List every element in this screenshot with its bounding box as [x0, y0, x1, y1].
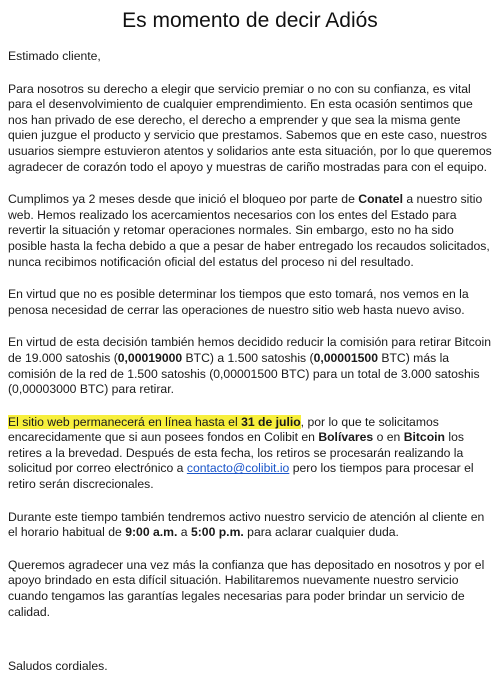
paragraph-deadline — [8, 415, 492, 493]
paragraph-commission — [8, 335, 492, 397]
old-fee-btc: 0,00019000 — [117, 350, 183, 365]
greeting: Estimado cliente, — [8, 49, 101, 63]
contact-email-link[interactable]: contacto@colibit.io — [186, 461, 290, 476]
text: Durante este tiempo también tendremos activo nuestro servicio de atención al cliente en el horario habitual de — [8, 509, 485, 540]
conatel-name: Conatel — [358, 192, 403, 207]
text: para aclarar cualquier duda. — [243, 525, 399, 540]
hours-end: 5:00 p.m. — [190, 525, 244, 540]
text: , por lo que te solicitamos encarecidamente que si aun posees fondos en Colibit en — [8, 414, 439, 445]
currency-bitcoin: Bitcoin — [403, 430, 445, 445]
hours-start: 9:00 a.m. — [125, 525, 178, 540]
text: BTC) a 1.500 satoshis ( — [182, 350, 314, 365]
text: pero los tiempos para procesar el retiro serán discrecionales. — [8, 461, 474, 492]
text: o en — [373, 430, 404, 445]
currency-bolivares: Bolívares — [318, 430, 374, 445]
paragraph-thanks: Queremos agradecer una vez más la confianza que has depositado en nosotros y por el apoyo brindado en esta difícil situación. Habilitaremos nuevamente nuestro servicio cuando tengamos las garantías legales necesarias para poder brindar un servicio de calidad. — [8, 557, 485, 619]
text: a — [177, 525, 191, 540]
text: a nuestro sitio web. Hemos realizado los acercamientos necesarios con los entes del Estado para revertir la situación y retomar operaciones normales. Sin embargo, esto no ha sido posible hasta la fecha debido a que a pesar de haber entregado los recaudos solicitados, nunca recibimos notificación oficial del estatus del proceso ni del resultado. — [8, 192, 490, 269]
text: BTC) más la comisión de la red de 1.500 satoshis (0,00001500 BTC) para un total de 3.000 satoshis (0,00003000 BTC) para retirar. — [8, 350, 480, 397]
highlighted-text: El sitio web permanecerá en línea hasta el — [8, 414, 242, 429]
letter-title: Es momento de decir Adiós — [122, 9, 378, 32]
paragraph-closure: En virtud que no es posible determinar los tiempos que esto tomará, nos vemos en la penosa necesidad de cerrar las operaciones de nuestro sitio web hasta nuevo aviso. — [8, 287, 469, 317]
text: Cumplimos ya 2 meses desde que inició el bloqueo por parte de — [8, 192, 359, 207]
closing: Saludos cordiales. — [8, 659, 108, 674]
text: En virtud de esta decisión también hemos decidido reducir la comisión para retirar Bitcoin de 19.000 satoshis ( — [8, 335, 492, 365]
paragraph-block — [8, 192, 492, 270]
text: los retires a la brevedad. Después de esta fecha, los retiros se procesarán realizando la solicitud por correo electrónico a — [8, 430, 464, 476]
new-fee-btc: 0,00001500 — [313, 350, 378, 365]
deadline-date: 31 de julio — [241, 414, 301, 429]
paragraph-rights: Para nosotros su derecho a elegir que servicio premiar o no con su confianza, es vital para el desenvolvimiento de cualquier emprendimiento. En esta ocasión sentimos que nos han privado de ese derecho, el derecho a emprender y que sea la misma gente quien juzgue el producto y servicio que prestamos. Sabemos que en este caso, nuestros usuarios siempre estuvieron atentos y solidarios ante esta situación, por lo que queremos agradecer de corazón todo el apoyo y muestras de cariño mostradas para con el equipo. — [8, 81, 492, 174]
paragraph-support — [8, 510, 492, 541]
